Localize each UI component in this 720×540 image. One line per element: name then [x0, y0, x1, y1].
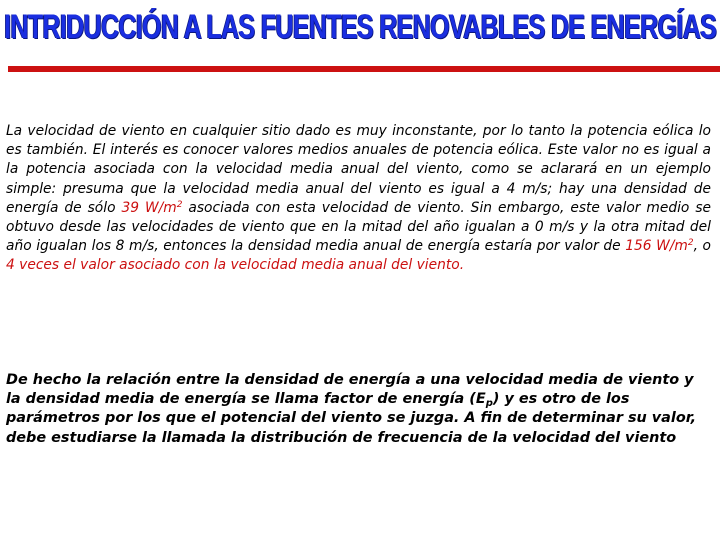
value-156: 156 W/m [625, 238, 688, 255]
value-39: 39 W/m [121, 199, 177, 216]
paragraph-text: asociada con esta velocidad de viento. Sin embargo, este valor medio se obtuvo desde las velocidades de viento que en la mitad del año igualan a 0 m/s y la otra mitad del año igualan los 8 m/s, entonces la densidad media anual de energía estaría por valor de [6, 199, 711, 255]
paragraph-text: ) y es otro de los parámetros por los que el potencial del viento se juzga. A fin de determinar su valor, debe estudiarse la llamada la distribución de frecuencia de la velocidad del viento [6, 391, 697, 446]
paragraph-text: La velocidad de viento en cualquier sitio dado es muy inconstante, por lo tanto la potencia eólica lo es también. El interés es conocer valores medios anuales de potencia eólica. Este valor no es igual a la potencia asociada con la velocidad media anual del viento, como se aclarará en un ejemplo simple: presuma que la velocidad media anual del viento es igual a 4 m/s; hay una densidad de energía de sólo [6, 123, 711, 216]
title-text: INTRIDUCCIÓN A LAS FUENTES RENOVABLES DE ENERGÍAS [3, 7, 717, 46]
paragraph-wind-power [6, 122, 711, 276]
paragraph-text: De hecho la relación entre la densidad de energía a una velocidad media de viento y la densidad media de energía se llama factor de energía (E [6, 372, 694, 408]
value-4-times: 4 veces el valor asociado con la velocidad media anual del viento. [6, 257, 465, 274]
paragraph-text: , o [693, 238, 711, 255]
unit-exponent: 2 [176, 199, 183, 210]
unit-exponent: 2 [687, 238, 694, 249]
paragraph-energy-factor [6, 371, 712, 448]
page-title [0, 4, 720, 50]
energy-factor-subscript: p [485, 398, 493, 410]
title-divider [8, 66, 720, 72]
